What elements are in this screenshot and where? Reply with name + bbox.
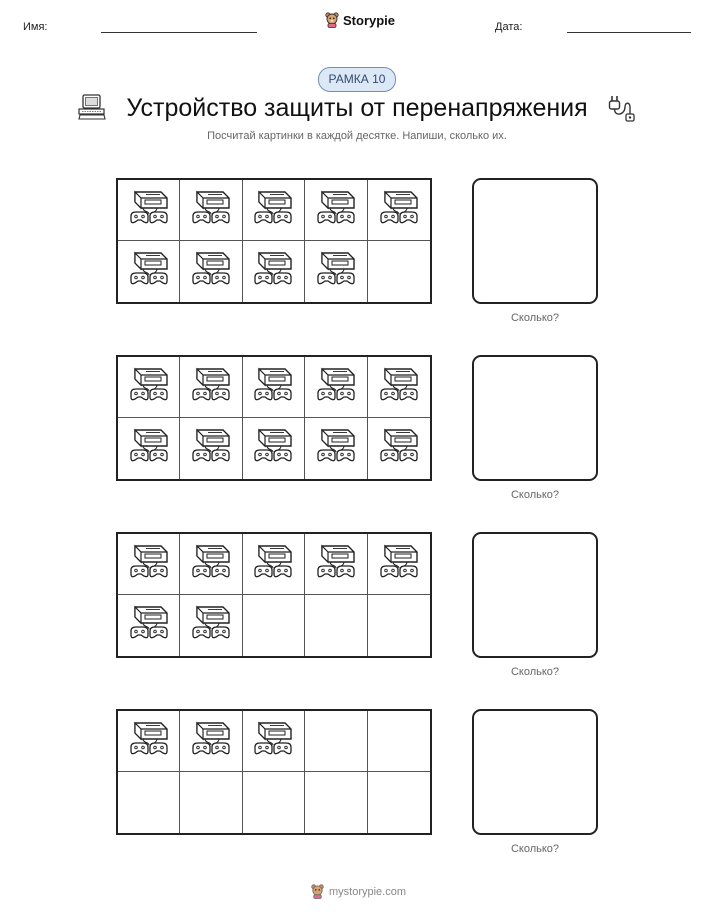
game-console-icon (189, 717, 233, 766)
ten-frame-4 (116, 709, 432, 835)
game-console-icon (189, 247, 233, 296)
frame-cell (305, 180, 367, 241)
frame-cell (118, 357, 180, 418)
name-label: Имя: (23, 21, 48, 33)
game-console-icon (314, 247, 358, 296)
frame-cell (368, 772, 430, 833)
game-console-icon (189, 601, 233, 650)
answer-label-4: Сколько? (510, 843, 560, 855)
answer-box-1[interactable] (472, 178, 598, 304)
frame-cell (118, 772, 180, 833)
bear-mascot-icon (325, 12, 339, 28)
power-plug-icon (605, 93, 635, 123)
name-field[interactable] (101, 32, 257, 33)
frame-cell (305, 711, 367, 772)
frame-cell (243, 357, 305, 418)
game-console-icon (251, 186, 295, 235)
frame-cell (243, 711, 305, 772)
game-console-icon (127, 363, 171, 412)
game-console-icon (189, 424, 233, 473)
game-console-icon (314, 540, 358, 589)
game-console-icon (189, 540, 233, 589)
frame-cell (180, 180, 242, 241)
date-label: Дата: (495, 21, 523, 33)
brand-logo (325, 12, 395, 28)
ten-frame-1 (116, 178, 432, 304)
game-console-icon (127, 717, 171, 766)
game-console-icon (251, 717, 295, 766)
footer (310, 884, 406, 899)
game-console-icon (377, 540, 421, 589)
frame-cell (305, 595, 367, 656)
frame-cell (243, 534, 305, 595)
page-title: Устройство защиты от перенапряжения (126, 94, 588, 122)
frame-cell (305, 772, 367, 833)
game-console-icon (251, 247, 295, 296)
answer-label-3: Сколько? (510, 666, 560, 678)
frame-cell (243, 241, 305, 302)
frame-cell (180, 357, 242, 418)
frame-cell (305, 241, 367, 302)
frame-cell (118, 180, 180, 241)
game-console-icon (377, 424, 421, 473)
game-console-icon (377, 186, 421, 235)
frame-cell (180, 711, 242, 772)
game-console-icon (127, 601, 171, 650)
frame-cell (243, 772, 305, 833)
frame-cell (368, 357, 430, 418)
game-console-icon (377, 363, 421, 412)
frame-cell (368, 418, 430, 479)
game-console-icon (251, 540, 295, 589)
frame-cell (180, 772, 242, 833)
game-console-icon (314, 186, 358, 235)
instructions: Посчитай картинки в каждой десятке. Напиши, сколько их. (207, 130, 507, 142)
frame-cell (368, 711, 430, 772)
answer-label-1: Сколько? (510, 312, 560, 324)
frame-cell (243, 418, 305, 479)
frame-cell (118, 595, 180, 656)
answer-box-2[interactable] (472, 355, 598, 481)
frame-cell (118, 241, 180, 302)
frame-badge: РАМКА 10 (318, 67, 396, 92)
game-console-icon (127, 186, 171, 235)
frame-cell (243, 180, 305, 241)
frame-cell (305, 357, 367, 418)
bear-mascot-icon (310, 884, 325, 899)
game-console-icon (189, 186, 233, 235)
frame-cell (368, 534, 430, 595)
answer-label-2: Сколько? (510, 489, 560, 501)
game-console-icon (314, 424, 358, 473)
brand-name: Storypie (343, 12, 396, 28)
frame-cell (305, 418, 367, 479)
frame-cell (118, 418, 180, 479)
game-console-icon (127, 424, 171, 473)
frame-cell (368, 180, 430, 241)
frame-cell (368, 241, 430, 302)
frame-cell (305, 534, 367, 595)
footer-url: mystorypie.com (329, 885, 407, 898)
answer-box-3[interactable] (472, 532, 598, 658)
frame-cell (368, 595, 430, 656)
answer-box-4[interactable] (472, 709, 598, 835)
game-console-icon (314, 363, 358, 412)
game-console-icon (189, 363, 233, 412)
game-console-icon (251, 363, 295, 412)
ten-frame-2 (116, 355, 432, 481)
game-console-icon (127, 540, 171, 589)
frame-cell (118, 534, 180, 595)
date-field[interactable] (567, 32, 691, 33)
frame-cell (180, 534, 242, 595)
game-console-icon (251, 424, 295, 473)
game-console-icon (127, 247, 171, 296)
frame-cell (180, 241, 242, 302)
frame-cell (180, 595, 242, 656)
frame-cell (243, 595, 305, 656)
frame-cell (118, 711, 180, 772)
frame-cell (180, 418, 242, 479)
ten-frame-3 (116, 532, 432, 658)
